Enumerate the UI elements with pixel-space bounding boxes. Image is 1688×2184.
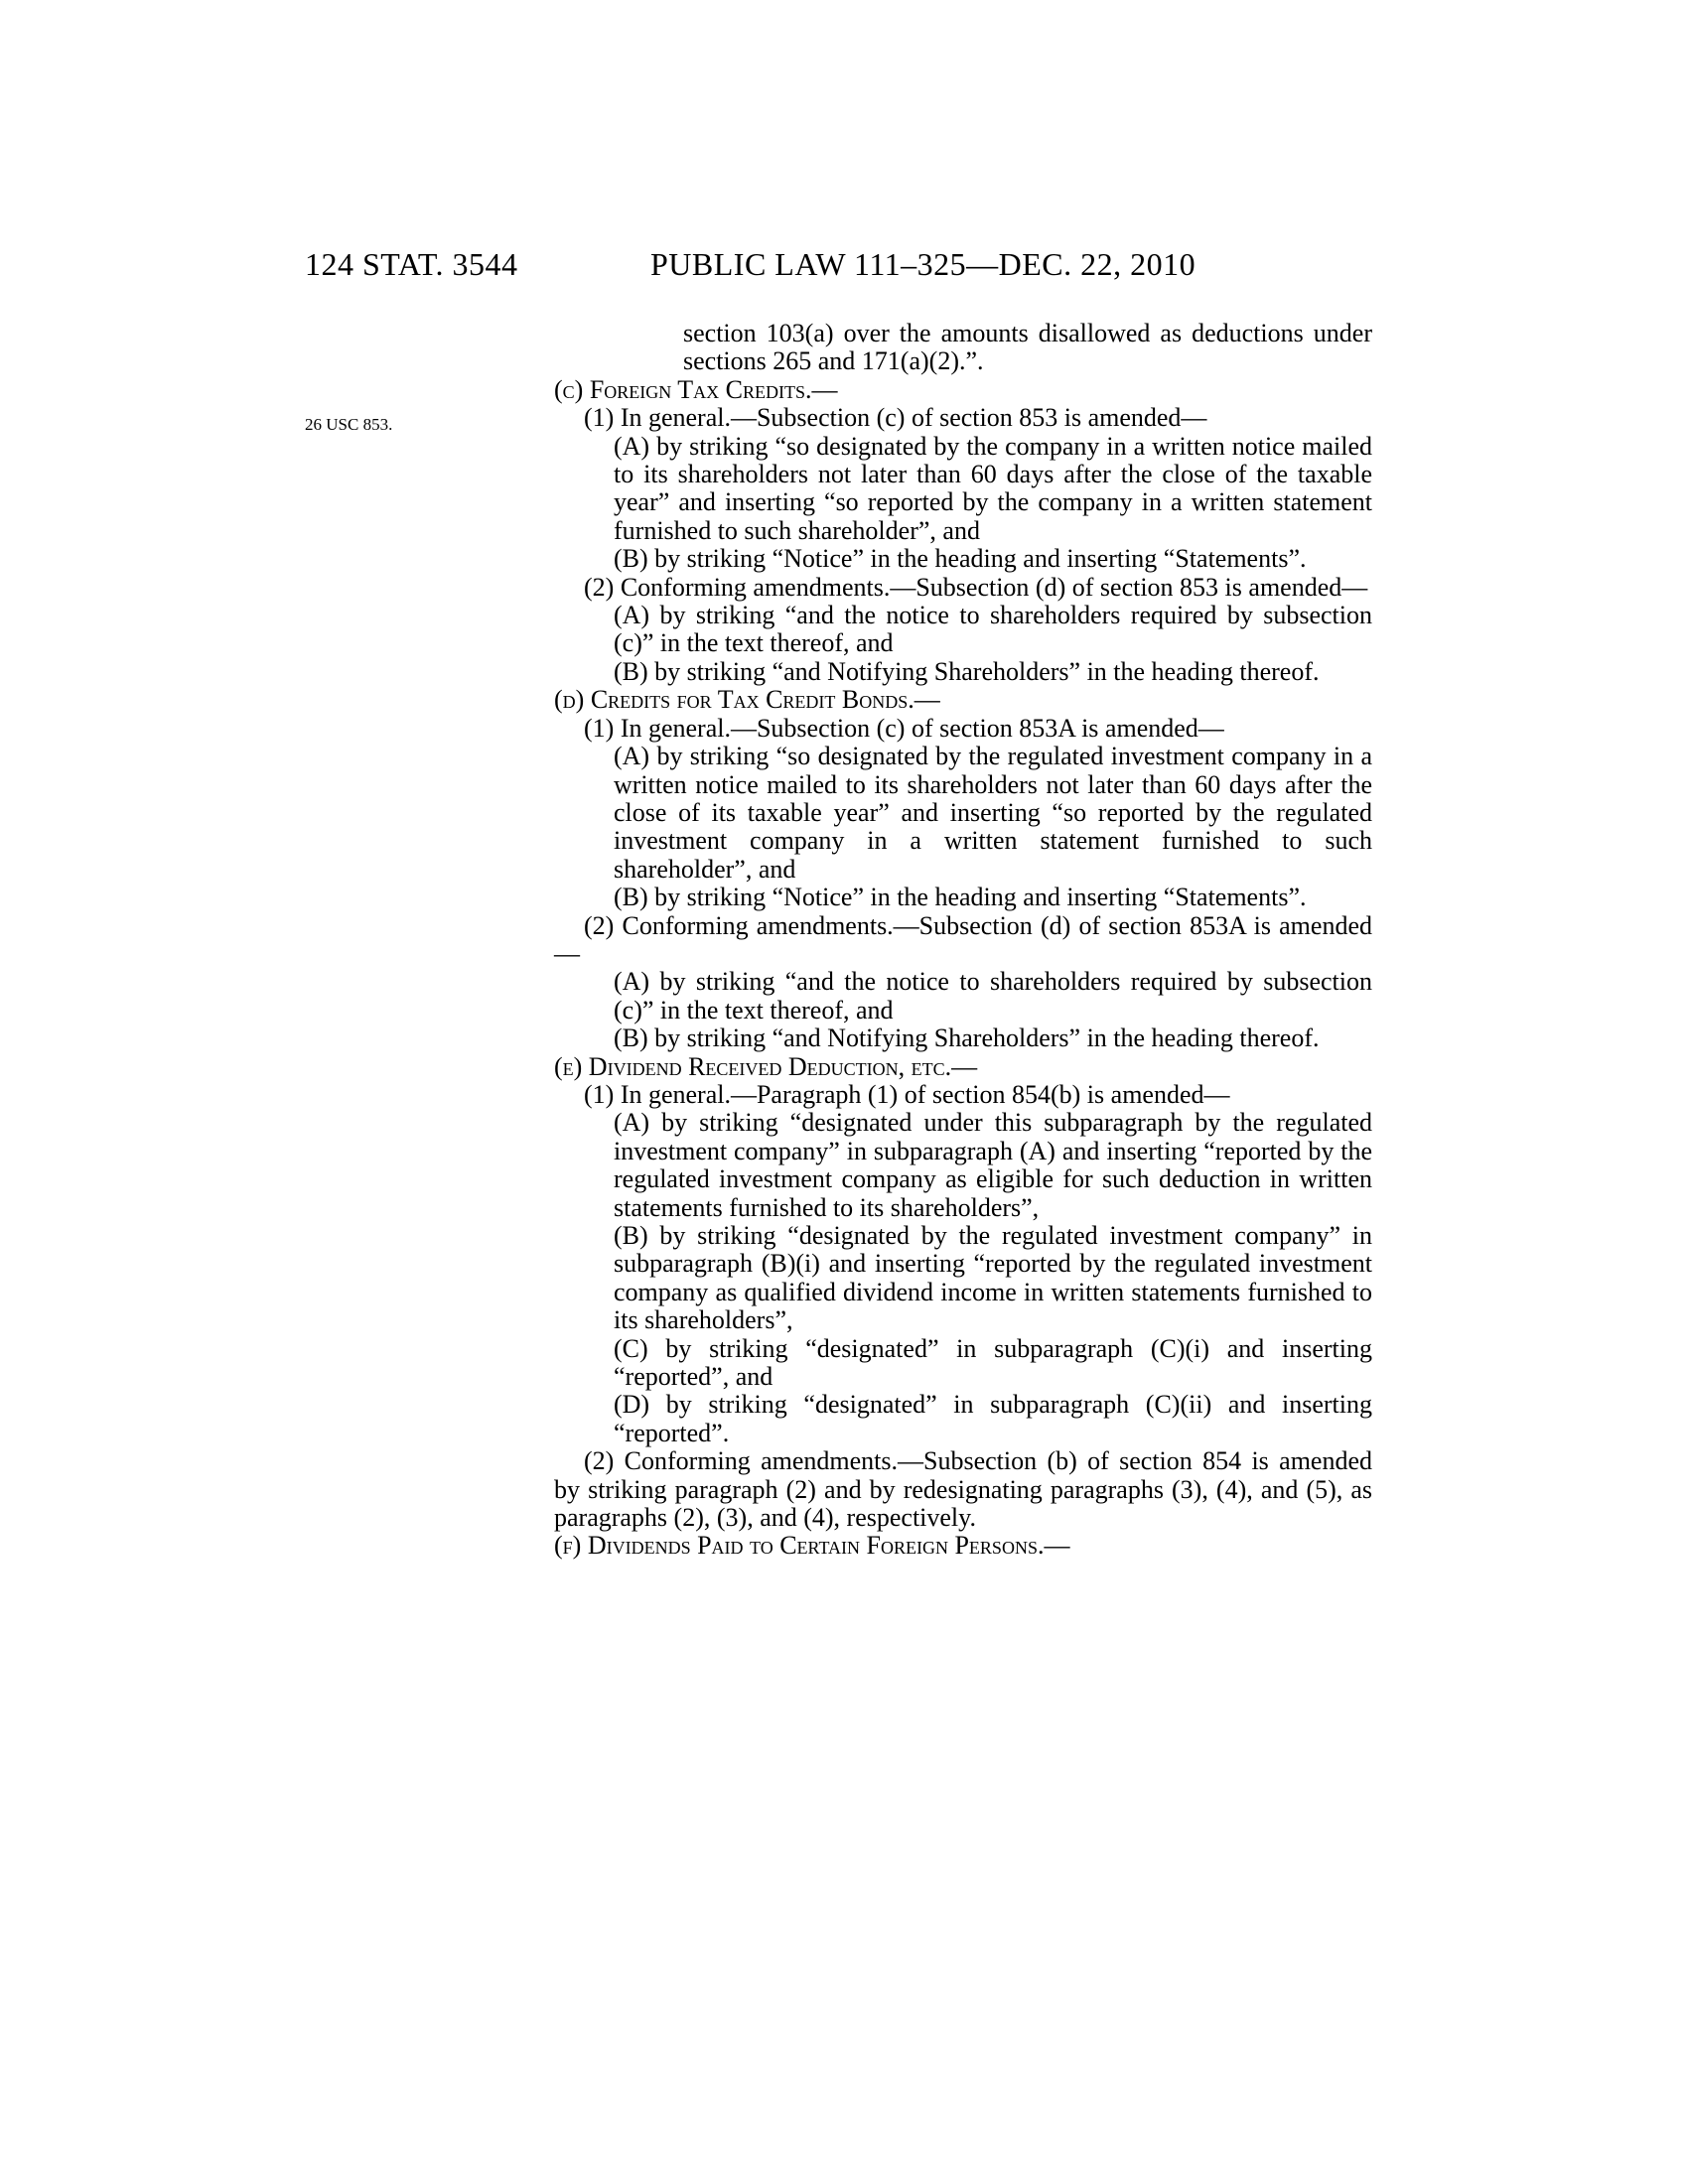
statute-page-number: 124 STAT. 3544 [305, 246, 518, 282]
subparagraph-e1c: (C) by striking “designated” in subparagraph (C)(i) and inserting “reported”, and [614, 1333, 1372, 1392]
subsection-heading-c: (c) Foreign Tax Credits.— [554, 374, 838, 404]
subparagraph-d1b: (B) by striking “Notice” in the heading and inserting “Statements”. [614, 883, 1307, 912]
subparagraph-c1a: (A) by striking “so designated by the company in a written notice mailed to its shareholders not later than 60 days after the close of the taxable year” and inserting “so reported by the company in a written statement furnished to such shareholder”, and [614, 431, 1372, 545]
paragraph-c2: (2) Conforming amendments.—Subsection (d) of section 853 is amended— [584, 572, 1368, 602]
subsection-heading-d: (d) Credits for Tax Credit Bonds.— [554, 685, 940, 715]
page-header [0, 246, 1688, 286]
subparagraph-d2a: (A) by striking “and the notice to shareholders required by subsection (c)” in the text thereof, and [614, 967, 1372, 1024]
subparagraph-c2a: (A) by striking “and the notice to shareholders required by subsection (c)” in the text thereof, and [614, 601, 1372, 658]
statute-body [554, 320, 1372, 1561]
paragraph-c1: (1) In general.—Subsection (c) of section 853 is amended— [584, 403, 1207, 433]
subparagraph-e1d: (D) by striking “designated” in subparagraph (C)(ii) and inserting “reported”. [614, 1390, 1372, 1447]
margin-citation: 26 USC 853. [305, 415, 393, 434]
paragraph-d2: (2) Conforming amendments.—Subsection (d) of section 853A is amended— [554, 910, 1372, 968]
paragraph-continuation: section 103(a) over the amounts disallowed as deductions under sections 265 and 171(a)(2).”. [683, 319, 1372, 376]
subsection-heading-e: (e) Dividend Received Deduction, etc.— [554, 1051, 978, 1081]
subparagraph-c1b: (B) by striking “Notice” in the heading and inserting “Statements”. [614, 544, 1307, 574]
paragraph-e1: (1) In general.—Paragraph (1) of section 854(b) is amended— [584, 1079, 1230, 1109]
subsection-heading-f: (f) Dividends Paid to Certain Foreign Persons.— [554, 1531, 1070, 1561]
running-head-title: PUBLIC LAW 111–325—DEC. 22, 2010 [650, 246, 1196, 282]
subparagraph-d1a: (A) by striking “so designated by the regulated investment company in a written notice mailed to its shareholders not later than 60 days after the close of its taxable year” and inserting “so reported by the regulated investment company in a written statement furnished to such shareholder”, and [614, 742, 1372, 884]
subparagraph-e1b: (B) by striking “designated by the regulated investment company” in subparagraph (B)(i) and inserting “reported by the regulated investment company as qualified dividend income in written statements furnished to its shareholders”, [614, 1221, 1372, 1335]
subparagraph-d2b: (B) by striking “and Notifying Shareholders” in the heading thereof. [614, 1024, 1320, 1053]
paragraph-e2: (2) Conforming amendments.—Subsection (b) of section 854 is amended by striking paragraph (2) and by redesignating paragraphs (3), (4), and (5), as paragraphs (2), (3), and (4), respectively. [554, 1446, 1372, 1533]
subparagraph-e1a: (A) by striking “designated under this subparagraph by the regulated investment company” in subparagraph (A) and inserting “reported by the regulated investment company as eligible for such deduction in written statements furnished to its shareholders”, [614, 1108, 1372, 1222]
subparagraph-c2b: (B) by striking “and Notifying Shareholders” in the heading thereof. [614, 656, 1320, 686]
paragraph-d1: (1) In general.—Subsection (c) of section 853A is amended— [584, 713, 1224, 743]
